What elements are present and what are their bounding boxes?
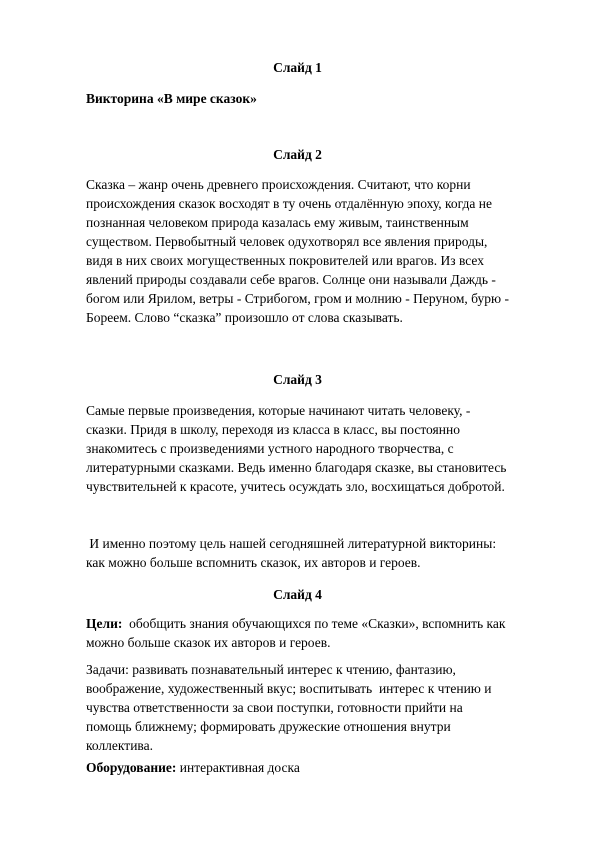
- tasks-text: развивать познавательный интерес к чтению, фантазию, воображение, художественный вкус; воспитывать интерес к чтению и чувства ответственности за свои поступки, готовности прийти на помощь ближнему; формировать дружеские отношения внутри коллектива.: [86, 662, 495, 753]
- equipment-paragraph: [86, 758, 509, 777]
- goals-label: Цели:: [86, 616, 123, 631]
- tasks-label: Задачи:: [86, 662, 129, 677]
- tasks-paragraph: [86, 660, 509, 755]
- goals-paragraph: [86, 614, 509, 652]
- slide-3-heading: Слайд 3: [273, 372, 322, 387]
- slide-3-paragraph: Самые первые произведения, которые начинают читать человеку, - сказки. Придя в школу, переходя из класса в класс, вы постоянно знакомитесь с произведениями устного народного творчества, с литературными сказками. Ведь именно благодаря сказке, вы становитесь чувствительней к красоте, учитесь осуждать зло, восхищаться добротой.: [86, 403, 507, 494]
- quiz-title: Викторина «В мире сказок»: [86, 91, 257, 106]
- slide-2-heading: Слайд 2: [273, 147, 322, 162]
- equipment-label: Оборудование:: [86, 760, 177, 775]
- slide-2-paragraph: Сказка – жанр очень древнего происхождения. Считают, что корни происхождения сказок восходят в ту очень отдалённую эпоху, когда не познанная человеком природа казалась ему живым, таинственным существом. Первобытный человек одухотворял все явления природы, видя в них своих могущественных покровителей или врагов. Из всех явлений природы создавали себе врагов. Солнце они называли Даждь - богом или Ярилом, ветры - Стрибогом, гром и молнию - Перуном, бурю - Бореем. Слово “сказка” произошло от слова сказывать.: [86, 177, 509, 325]
- goals-text: обобщить знания обучающихся по теме «Сказки», вспомнить как можно больше сказок их авторов и героев.: [86, 616, 509, 650]
- quiz-goal-paragraph: И именно поэтому цель нашей сегодняшней литературной викторины: как можно больше вспомнить сказок, их авторов и героев.: [86, 536, 500, 570]
- slide-1-heading: Слайд 1: [273, 60, 322, 75]
- equipment-text: интерактивная доска: [176, 760, 300, 775]
- slide-4-heading: Слайд 4: [273, 587, 322, 602]
